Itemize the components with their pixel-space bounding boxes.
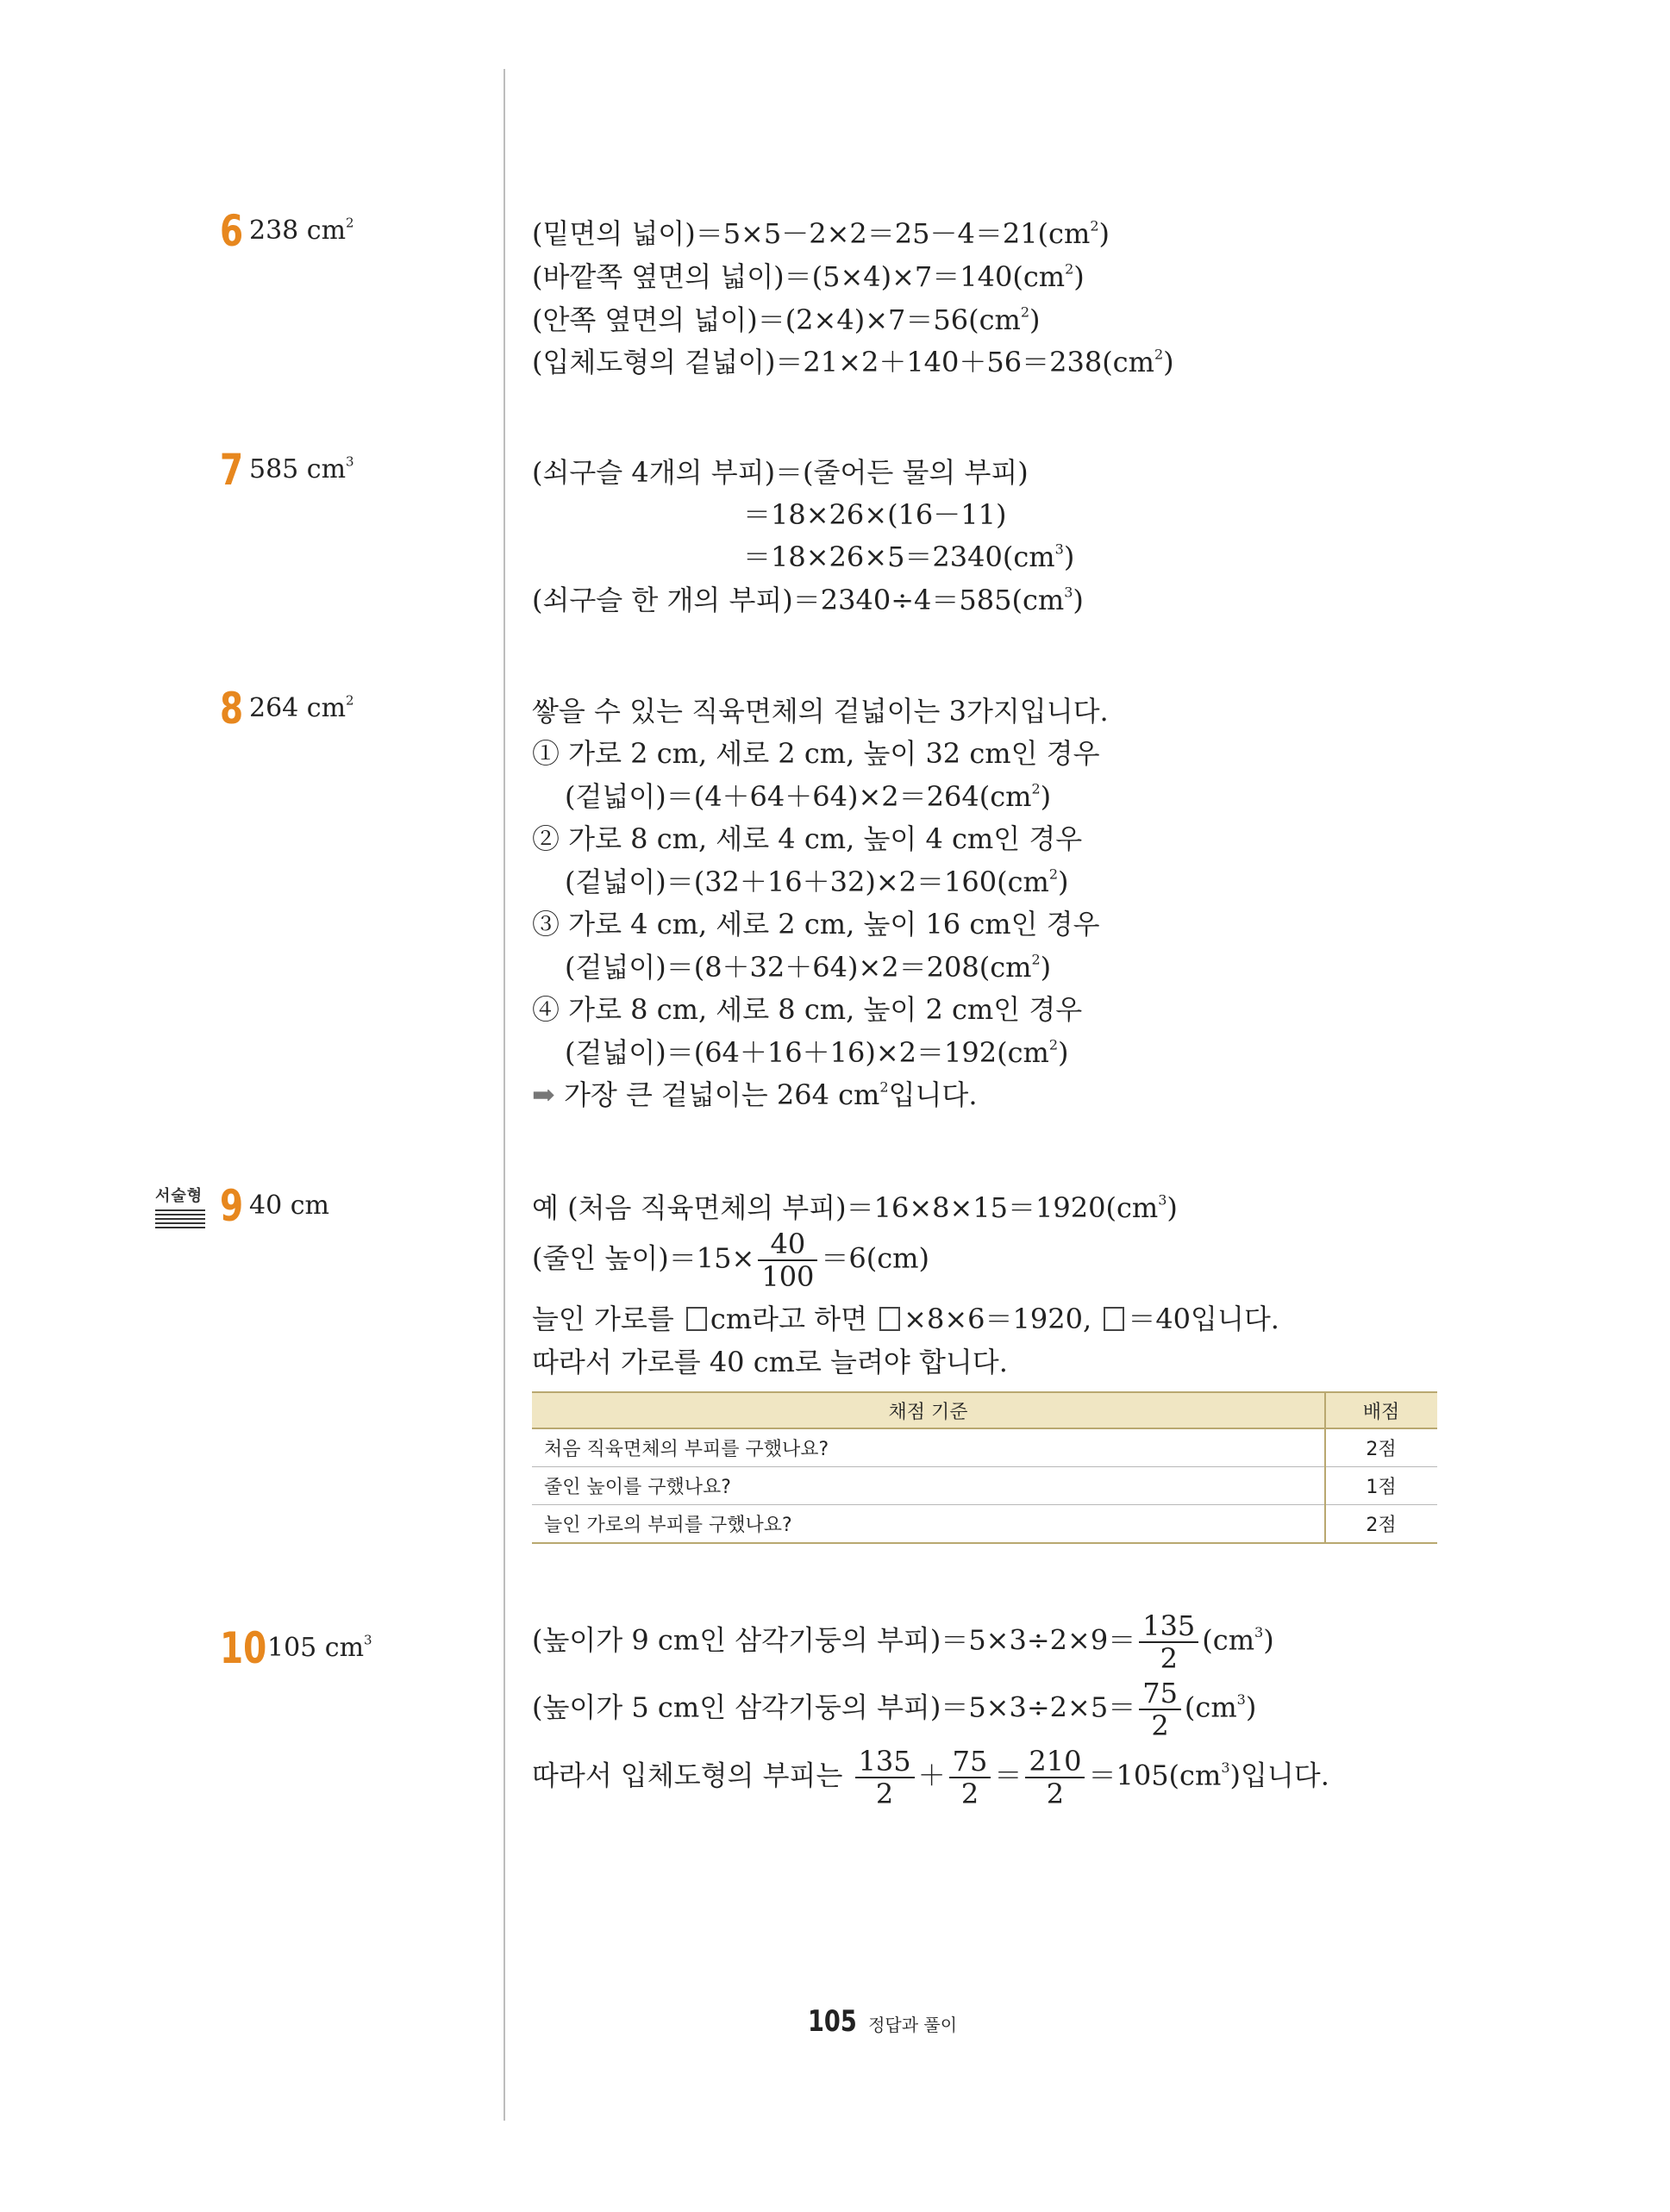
problem-8-line-4: ② 가로 8 cm, 세로 4 cm, 높이 4 cm인 경우 [532, 822, 1083, 855]
problem-9-line-3: 늘인 가로를 cm라고 하면 ×8×6＝1920, ＝40입니다. [532, 1303, 1279, 1335]
rubric-criterion: 늘인 가로의 부피를 구했나요? [532, 1505, 1325, 1544]
problem-8-line-6: ③ 가로 4 cm, 세로 2 cm, 높이 16 cm인 경우 [532, 908, 1100, 940]
problem-7-number: 7 [220, 445, 244, 495]
problem-9-line-4: 따라서 가로를 40 cm로 늘려야 합니다. [532, 1346, 1008, 1378]
problem-8-number: 8 [220, 684, 244, 734]
problem-7-line-2: ＝18×26×(16－11) [743, 498, 1007, 531]
problem-7-answer: 585 $cm^3$ [249, 453, 354, 484]
fraction: $\frac{40}{100}$ [758, 1228, 817, 1292]
problem-6-answer: 238 $cm^2$ [249, 215, 354, 246]
badge-stripes [155, 1209, 205, 1228]
scoring-rubric-table [532, 1391, 1437, 1544]
problem-10-answer: 105 $cm^3$ [267, 1632, 372, 1663]
problem-8-line-8: ④ 가로 8 cm, 세로 8 cm, 높이 2 cm인 경우 [532, 993, 1083, 1026]
column-divider [504, 69, 505, 2121]
problem-9-answer: 40 cm [249, 1190, 329, 1221]
problem-6-line-2: (바깥쪽 옆면의 넓이)$=(5\times 4)\times 7=140(cm^2)$ [532, 260, 1085, 293]
problem-10-number: 10 [220, 1623, 267, 1673]
problem-8-answer: 264 $cm^2$ [249, 692, 354, 723]
problem-8-line-9: (겉넓이)$=(64+16+16)\times 2=192(cm^2)$ [565, 1036, 1069, 1069]
blank-box [1104, 1307, 1124, 1331]
problem-9-line-1: 예 (처음 직육면체의 부피)$=16\times 8\times 15=1920(cm^3)$ [532, 1191, 1178, 1224]
problem-7-line-4: (쇠구슬 한 개의 부피)$=2340\div 4=585(cm^3)$ [532, 584, 1084, 616]
problem-10-line-3: 따라서 입체도형의 부피는 $\frac{135}{2}$ ＋ $\frac{75}{2}$ ＝ $\frac{210}{2}$ $=105(cm^3)$입니다. [532, 1745, 1329, 1810]
table-row [532, 1467, 1437, 1505]
fraction: $\frac{210}{2}$ [1025, 1746, 1085, 1809]
problem-7-line-3: $=18\times 26\times 5=2340(cm^3)$ [743, 541, 1075, 573]
fraction: $\frac{135}{2}$ [1139, 1610, 1198, 1674]
page-number: 105 [808, 2004, 857, 2039]
problem-8-line-3: (겉넓이)$=(4+64+64)\times 2=264(cm^2)$ [565, 780, 1052, 813]
problem-9-number: 9 [220, 1181, 244, 1231]
blank-box [686, 1307, 707, 1331]
problem-9-line-2: (줄인 높이)＝15× $\frac{40}{100}$ ＝6(cm) [532, 1228, 930, 1293]
rubric-criterion: 처음 직육면체의 부피를 구했나요? [532, 1428, 1325, 1467]
footer-label: 정답과 풀이 [868, 2015, 958, 2035]
problem-6-line-1: (밑면의 넓이)$=5\times 5-2\times 2=25-4=21(cm^2)$ [532, 217, 1110, 250]
arrow-right-icon: ➡ [532, 1078, 555, 1111]
table-row [532, 1428, 1437, 1467]
descriptive-badge: 서술형 [155, 1184, 205, 1228]
problem-6-line-4: (입체도형의 겉넓이)$=21\times 2+140+56=238(cm^2)$ [532, 346, 1174, 378]
problem-6-number: 6 [220, 206, 244, 256]
problem-8-line-5: (겉넓이)$=(32+16+32)\times 2=160(cm^2)$ [565, 865, 1069, 898]
problem-8-conclusion: ➡ 가장 큰 겉넓이는 264 $cm^2$입니다. [532, 1078, 978, 1111]
problem-8-line-7: (겉넓이)$=(8+32+64)\times 2=208(cm^2)$ [565, 951, 1052, 984]
fraction: $\frac{75}{2}$ [1139, 1678, 1181, 1741]
table-row [532, 1505, 1437, 1544]
rubric-criterion: 줄인 높이를 구했나요? [532, 1467, 1325, 1505]
problem-8-line-1: 쌓을 수 있는 직육면체의 겉넓이는 3가지입니다. [532, 695, 1109, 728]
rubric-header-score: 배점 [1325, 1392, 1437, 1428]
fraction: $\frac{135}{2}$ [855, 1746, 915, 1809]
problem-10-line-1: (높이가 9 cm인 삼각기둥의 부피)＝5×3÷2×9＝ $\frac{135}{2}$ $(cm^3)$ [532, 1609, 1274, 1675]
rubric-header-criterion: 채점 기준 [532, 1392, 1325, 1428]
problem-6-line-3: (안쪽 옆면의 넓이)$=(2\times 4)\times 7=56(cm^2)$ [532, 303, 1041, 336]
rubric-score: 2점 [1325, 1428, 1437, 1467]
fraction: $\frac{75}{2}$ [949, 1746, 991, 1809]
problem-7-line-1: (쇠구슬 4개의 부피)＝(줄어든 물의 부피) [532, 456, 1029, 489]
rubric-score: 2점 [1325, 1505, 1437, 1544]
problem-10-line-2: (높이가 5 cm인 삼각기둥의 부피)＝5×3÷2×5＝ $\frac{75}{2}$ $(cm^3)$ [532, 1677, 1257, 1742]
problem-8-line-2: ① 가로 2 cm, 세로 2 cm, 높이 32 cm인 경우 [532, 737, 1100, 770]
page-footer [808, 2004, 957, 2039]
rubric-header [532, 1392, 1437, 1428]
rubric-score: 1점 [1325, 1467, 1437, 1505]
blank-box [879, 1307, 900, 1331]
